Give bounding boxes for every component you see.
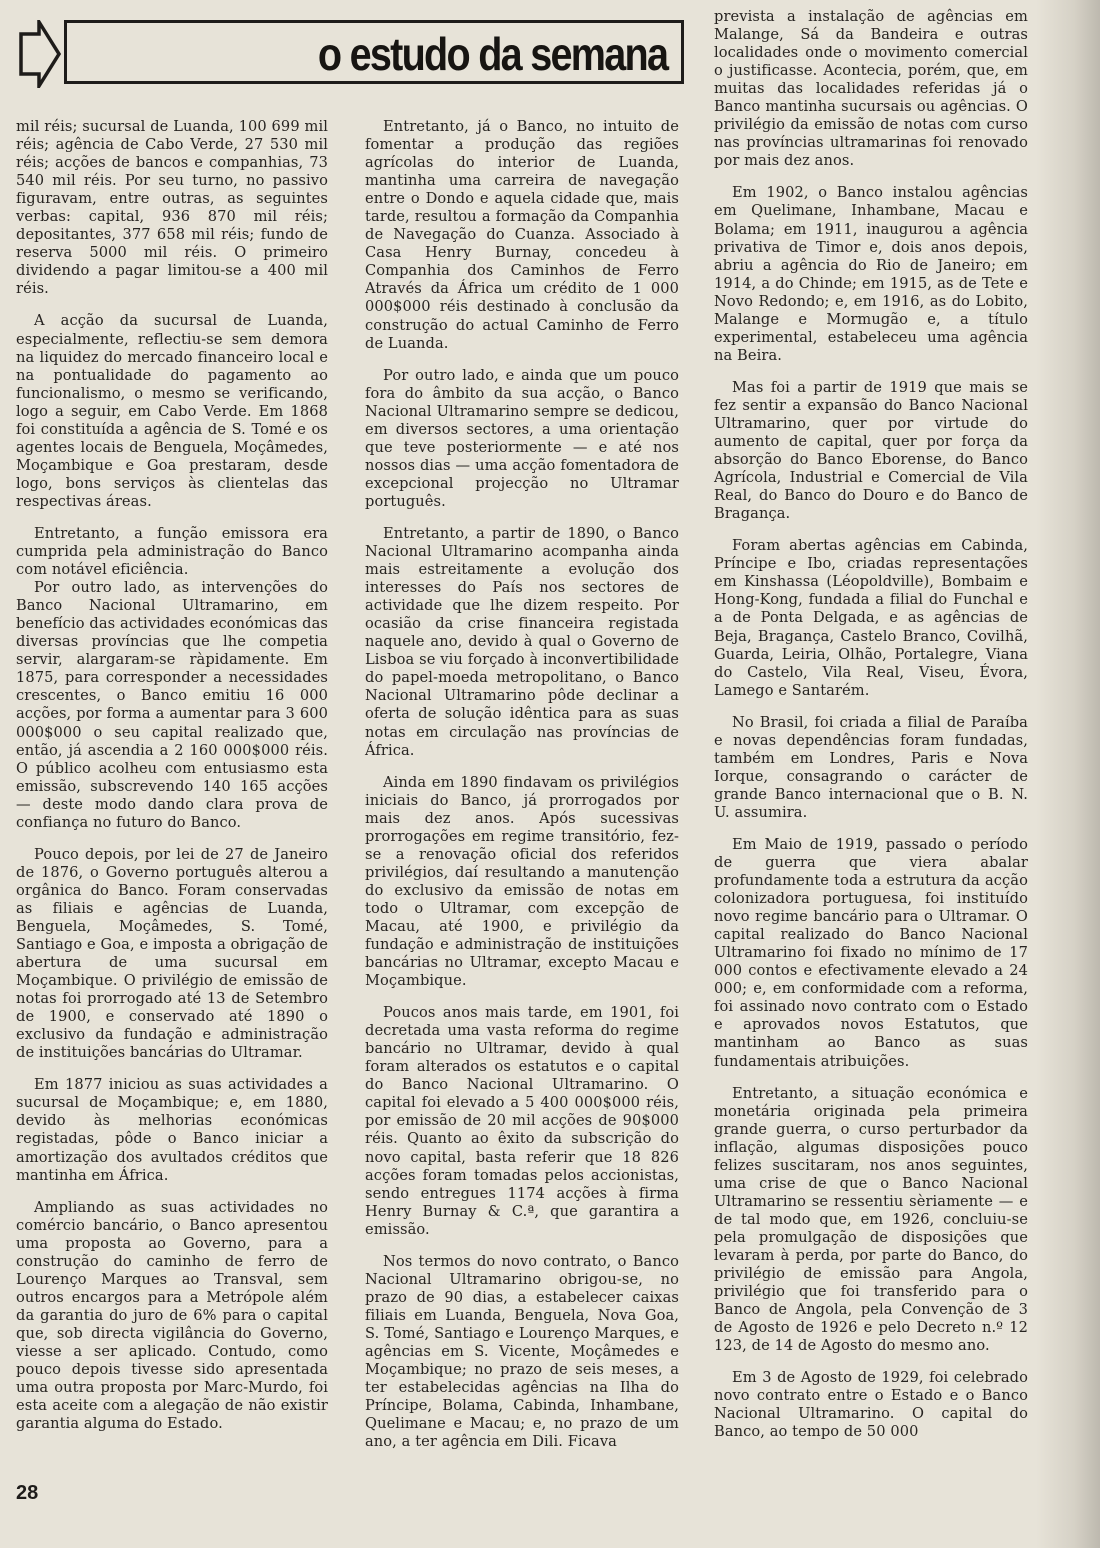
page-spine-shadow: [1036, 0, 1100, 1548]
page-number: 28: [16, 1482, 39, 1504]
section-header: [18, 14, 690, 90]
article-column-2: [365, 118, 679, 1465]
paragraph: Em Maio de 1919, passado o período de guerra que viera abalar profundamente toda a estrutura da acção colonizadora portuguesa, foi instituído novo regime bancário para o Ultramar. O capital realizado do Banco Nacional Ultramarino foi fixado no mínimo de 17 000 contos e efectivamente elevado a 24 000; e, em conformidade com a reforma, foi assinado novo contrato com o Estado e aprovados novos Estatutos, que mantinham ao Banco as suas fundamentais atribuições.: [714, 835, 1028, 1070]
article-column-3: [714, 8, 1028, 1455]
paragraph: Mas foi a partir de 1919 que mais se fez sentir a expansão do Banco Nacional Ultramarino, quer por virtude do aumento de capital, quer por força da absorção do Banco Eborense, do Banco Agrícola, Industrial e Comercial de Vila Real, do Banco do Douro e do Banco de Bragança.: [714, 378, 1028, 523]
paragraph: Em 3 de Agosto de 1929, foi celebrado novo contrato entre o Estado e o Banco Nacional Ultramarino. O capital do Banco, ao tempo de 50 000: [714, 1369, 1028, 1441]
arrow-right-icon: [18, 20, 62, 88]
paragraph: mil réis; sucursal de Luanda, 100 699 mil réis; agência de Cabo Verde, 27 530 mil réis; acções de bancos e companhias, 73 540 mil réis. Por seu turno, no passivo figuravam, entre outras, as seguintes verbas: capital, 936 870 mil réis; depositantes, 377 658 mil réis; fundo de reserva 5000 mil réis. O primeiro dividendo a pagar limitou-se a 400 mil réis.: [16, 118, 328, 298]
paragraph: Por outro lado, as intervenções do Banco Nacional Ultramarino, em benefício das actividades económicas das diversas províncias que lhe competia servir, alargaram-se ràpidamente. Em 1875, para corresponder a necessidades crescentes, o Banco emitiu 16 000 acções, por forma a aumentar para 3 600 000$000 o seu capital realizado que, então, já ascendia a 2 160 000$000 réis. O público acolheu com entusiasmo esta emissão, subscrevendo 140 165 acções — deste modo dando clara prova de confiança no futuro do Banco.: [16, 579, 328, 831]
section-title: o estudo da semana: [317, 28, 667, 80]
paragraph: Foram abertas agências em Cabinda, Príncipe e Ibo, criadas representações em Kinshassa (Léopoldville), Bombaim e Hong-Kong, fundada a filial do Funchal e a de Ponta Delgada, e as agências de Beja, Bragança, Castelo Branco, Covilhã, Guarda, Leiria, Olhão, Portalegre, Viana do Castelo, Vila Real, Viseu, Évora, Lamego e Santarém.: [714, 537, 1028, 699]
paragraph: Em 1877 iniciou as suas actividades a sucursal de Moçambique; e, em 1880, devido às melhorias económicas registadas, pôde o Banco iniciar a amortização dos avultados créditos que mantinha em África.: [16, 1076, 328, 1184]
paragraph: Entretanto, a situação económica e monetária originada pela primeira grande guerra, o curso perturbador da inflação, algumas disposições pouco felizes suscitaram, nos anos seguintes, uma crise de que o Banco Nacional Ultramarino se ressentiu sèriamente — e de tal modo que, em 1926, concluiu-se pela promulgação de disposições que levaram à perda, por parte do Banco, do privilégio de emissão para Angola, privilégio que foi transferido para o Banco de Angola, pela Convenção de 3 de Agosto de 1926 e pelo Decreto n.º 12 123, de 14 de Agosto do mesmo ano.: [714, 1084, 1028, 1355]
section-title-box: [64, 20, 684, 84]
paragraph: Pouco depois, por lei de 27 de Janeiro de 1876, o Governo português alterou a orgânica do Banco. Foram conservadas as filiais e agências de Luanda, Benguela, Moçâmedes, S. Tomé, Santiago e Goa, e imposta a obrigação de abertura de uma sucursal em Moçambique. O privilégio de emissão de notas foi prorrogado até 13 de Setembro de 1900, e conservado até 1890 o exclusivo da fundação e administração de instituições bancárias do Ultramar.: [16, 845, 328, 1062]
paragraph: Entretanto, a função emissora era cumprida pela administração do Banco com notável eficiência.: [16, 524, 328, 579]
paragraph: A acção da sucursal de Luanda, especialmente, reflectiu-se sem demora na liquidez do mercado financeiro local e na pontualidade do pagamento ao funcionalismo, o mesmo se verificando, logo a seguir, em Cabo Verde. Em 1868 foi constituída a agência de S. Tomé e os agentes locais de Benguela, Moçâmedes, Moçambique e Goa prestaram, desde logo, bons serviços às clientelas das respectivas áreas.: [16, 312, 328, 510]
paragraph: Em 1902, o Banco instalou agências em Quelimane, Inhambane, Macau e Bolama; em 1911, inaugurou a agência privativa de Timor e, dois anos depois, abriu a agência do Rio de Janeiro; em 1914, a do Chinde; em 1915, as de Tete e Novo Redondo; e, em 1916, as do Lobito, Malange e Mormugão e, a título experimental, estabeleceu uma agência na Beira.: [714, 184, 1028, 364]
article-column-1: [16, 118, 328, 1447]
paragraph: Ainda em 1890 findavam os privilégios iniciais do Banco, já prorrogados por mais dez anos. Após sucessivas prorrogações em regime transitório, fez-se a renovação oficial dos referidos privilégios, daí resultando a manutenção do exclusivo da emissão de notas em todo o Ultramar, com excepção de Macau, até 1900, e privilégio da fundação e administração de instituições bancárias no Ultramar, excepto Macau e Moçambique.: [365, 773, 679, 990]
paragraph: No Brasil, foi criada a filial de Paraíba e novas dependências foram fundadas, também em Londres, Paris e Nova Iorque, consagrando o carácter de grande Banco internacional que o B. N. U. assumira.: [714, 713, 1028, 821]
paragraph: Poucos anos mais tarde, em 1901, foi decretada uma vasta reforma do regime bancário no Ultramar, devido à qual foram alterados os estatutos e o capital do Banco Nacional Ultramarino. O capital foi elevado a 5 400 000$000 réis, por emissão de 20 mil acções de 90$000 réis. Quanto ao êxito da subscrição do novo capital, basta referir que 18 826 acções foram tomadas pelos accionistas, sendo entregues 1174 acções à firma Henry Burnay & C.ª, que garantira a emissão.: [365, 1004, 679, 1238]
paragraph: Por outro lado, e ainda que um pouco fora do âmbito da sua acção, o Banco Nacional Ultramarino sempre se dedicou, em diversos sectores, a uma orientação que teve posteriormente — e até nos nossos dias — uma acção fomentadora de excepcional projecção no Ultramar português.: [365, 366, 679, 510]
paragraph: Ampliando as suas actividades no comércio bancário, o Banco apresentou uma proposta ao Governo, para a construção do caminho de ferro de Lourenço Marques ao Transval, sem outros encargos para a Metrópole além da garantia do juro de 6% para o capital que, sob directa vigilância do Governo, viesse a ser aplicado. Contudo, como pouco depois tivesse sido apresentada uma outra proposta por Marc-Murdo, foi esta aceite com a alegação de não existir garantia alguma do Estado.: [16, 1198, 328, 1433]
paragraph: Nos termos do novo contrato, o Banco Nacional Ultramarino obrigou-se, no prazo de 90 dias, a estabelecer caixas filiais em Luanda, Benguela, Nova Goa, S. Tomé, Santiago e Lourenço Marques, e agências em S. Vicente, Moçâmedes e Moçambique; no prazo de seis meses, a ter estabelecidas agências na Ilha do Príncipe, Bolama, Cabinda, Inhambane, Quelimane e Macau; e, no prazo de um ano, a ter agência em Dili. Ficava: [365, 1252, 679, 1451]
paragraph: prevista a instalação de agências em Malange, Sá da Bandeira e outras localidades onde o movimento comercial o justificasse. Acontecia, porém, que, em muitas das localidades referidas já o Banco mantinha sucursais ou agências. O privilégio da emissão de notas com curso nas províncias ultramarinas foi renovado por mais dez anos.: [714, 8, 1028, 170]
paragraph: Entretanto, a partir de 1890, o Banco Nacional Ultramarino acompanha ainda mais estreitamente a evolução dos interesses do País nos sectores de actividade que lhe dizem respeito. Por ocasião da crise financeira registada naquele ano, devido à qual o Governo de Lisboa se viu forçado à inconvertibilidade do papel-moeda metropolitano, o Banco Nacional Ultramarino pôde declinar a oferta de solução idêntica para as suas notas em circulação nas províncias de África.: [365, 524, 679, 759]
paragraph: Entretanto, já o Banco, no intuito de fomentar a produção das regiões agrícolas do interior de Luanda, mantinha uma carreira de navegação entre o Dondo e aquela cidade que, mais tarde, resultou a formação da Companhia de Navegação do Cuanza. Associado à Casa Henry Burnay, concedeu à Companhia dos Caminhos de Ferro Através da África um crédito de 1 000 000$000 réis destinado à conclusão da construção do actual Caminho de Ferro de Luanda.: [365, 118, 679, 352]
